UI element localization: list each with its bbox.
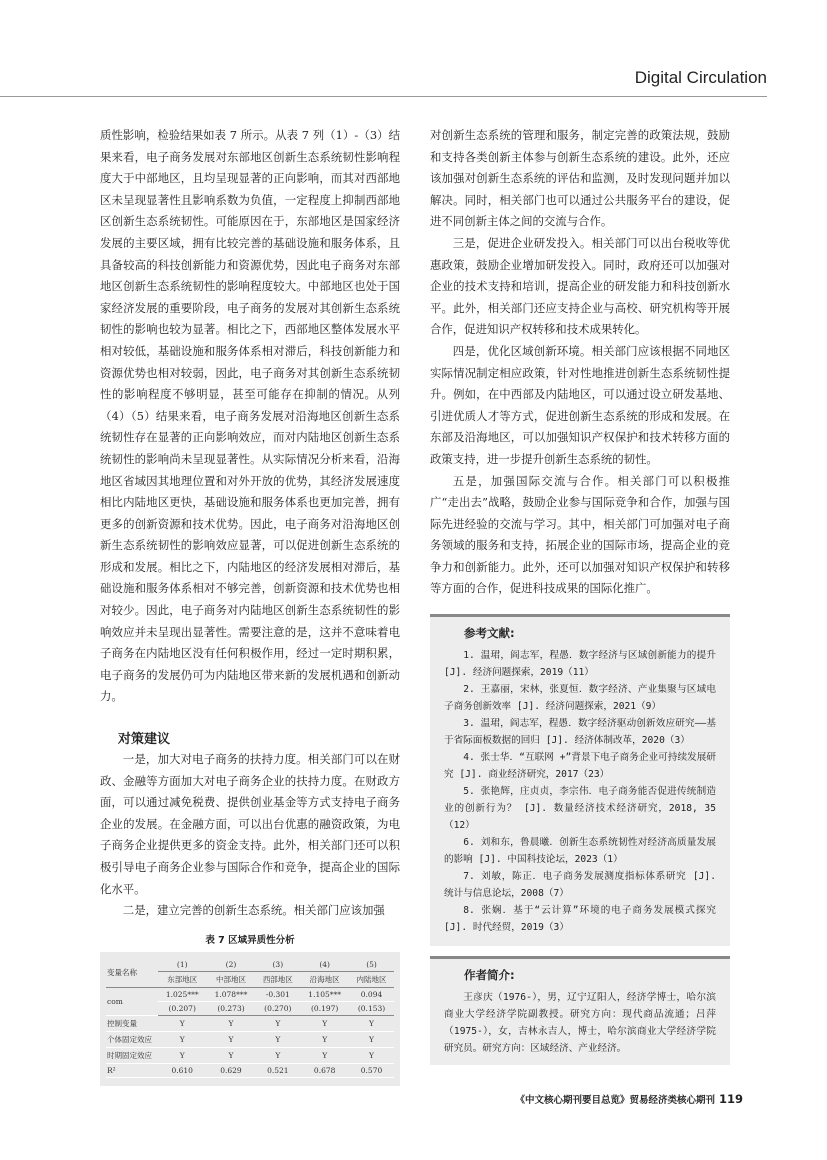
table-cell: Y — [158, 1015, 207, 1031]
col-name: 中部地区 — [207, 971, 256, 987]
r2-cell: 0.521 — [255, 1063, 300, 1077]
coef-cell: 1.078*** — [207, 987, 256, 1001]
coef-label: com — [106, 987, 158, 1015]
author-text: 王彦庆（1976-），男，辽宁辽阳人，经济学博士，哈尔滨商业大学经济学院副教授。研究方向：现代商品流通；吕萍（1975-），女，吉林永吉人，博士，哈尔滨商业大学经济学院研究员。研究方向：区域经济、产业经济。 — [444, 992, 716, 1055]
se-cell: (0.273) — [207, 1001, 256, 1015]
coef-cell: 0.094 — [349, 987, 394, 1001]
body-paragraph: 质性影响，检验结果如表 7 所示。从表 7 列（1）-（3）结果来看，电子商务发展对东部地区创新生态系统韧性影响程度大于中部地区，且均呈现显著的正向影响，而其对西部地区未呈现显著性且影响系数为负值，一定程度上抑制西部地区创新生态系统韧性。可能原因在于，东部地区是国家经济发展的主要区域，拥有比较完善的基础设施和服务体系，且具备较高的科技创新能力和资源优势，因此电子商务对东部地区创新生态系统韧性的影响程度较大。中部地区也处于国家经济发展的重要阶段，电子商务的发展对其创新生态系统韧性的影响也较为显著。相比之下，西部地区整体发展水平相对较低，基础设施和服务体系相对滞后，科技创新能力和资源优势也相对较弱，因此，电子商务对其创新生态系统韧性的影响程度不够明显，甚至可能存在抑制的情况。从列（4）（5）结果来看，电子商务发展对沿海地区创新生态系统韧性存在显著的正向影响效应，而对内陆地区创新生态系统韧性的影响尚未呈现显著性。从实际情况分析来看，沿海地区省域因其地理位置和对外开放的优势，其经济发展速度相比内陆地区更快，基础设施和服务体系也更加完善，拥有更多的创新资源和技术优势。因此，电子商务对沿海地区创新生态系统韧性的影响效应显著，可以促进创新生态系统的形成和发展。相比之下，内陆地区的经济发展相对滞后，基础设施和服务体系相对不够完善，创新资源和技术优势也相对较少。因此，电子商务对内陆地区创新生态系统韧性的影响效应并未呈现出显著性。需要注意的是，这并不意味着电子商务在内陆地区没有任何积极作用，经过一定时期积累，电子商务的发展仍可为内陆地区带来新的发展机遇和创新动力。 — [100, 128, 400, 704]
col-name: 内陆地区 — [349, 971, 394, 987]
author-box — [430, 956, 730, 1065]
col-name: 东部地区 — [158, 971, 207, 987]
row-label: 个体固定效应 — [106, 1031, 158, 1047]
body-paragraph: 对创新生态系统的管理和服务，制定完善的政策法规，鼓励和支持各类创新主体参与创新生态系统的建设。此外，还应该加强对创新生态系统的评估和监测，及时发现问题并加以解决。同时，相关部门也可以通过公共服务平台的建设，促进不同创新主体之间的交流与合作。 — [430, 128, 730, 229]
table-row — [106, 987, 394, 1001]
coef-cell: 1.105*** — [300, 987, 349, 1001]
r2-cell: 0.629 — [207, 1063, 256, 1077]
body-paragraph: 三是，促进企业研发投入。相关部门可以出台税收等优惠政策，鼓励企业增加研发投入。同时，政府还可以加强对企业的技术支持和培训，提高企业的研发能力和科技创新水平。此外，相关部门还应支持企业与高校、研究机构等开展合作，促进知识产权转移和技术成果转化。 — [430, 235, 730, 337]
table-cell: Y — [255, 1031, 300, 1047]
table-row — [106, 1063, 394, 1077]
table-cell: Y — [300, 1047, 349, 1063]
reference-item: 8. 张娴．基于“云计算”环境的电子商务发展模式探究 [J]. 时代经贸，2019（3） — [444, 905, 716, 934]
journal-brand: Digital Circulation — [634, 68, 767, 87]
body-paragraph: 四是，优化区域创新环境。相关部门应该根据不同地区实际情况制定相应政策，针对性地推进创新生态系统韧性提升。例如，在中西部及内陆地区，可以通过设立研发基地、引进优质人才等方式，促进创新生态系统的形成和发展。在东部及沿海地区，可以加强知识产权保护和技术转移方面的政策支持，进一步提升创新生态系统的韧性。 — [430, 343, 730, 466]
col-name: 沿海地区 — [300, 971, 349, 987]
table-cell: Y — [255, 1047, 300, 1063]
section-title: 对策建议 — [118, 732, 171, 748]
r2-cell: 0.610 — [158, 1063, 207, 1077]
references-box — [430, 614, 730, 946]
table-cell: Y — [158, 1047, 207, 1063]
coef-cell: -0.301 — [255, 987, 300, 1001]
author-title: 作者简介: — [464, 968, 515, 983]
table-cell: Y — [207, 1015, 256, 1031]
reference-item: 5. 张艳辉，庄贞贞，李宗伟．电子商务能否促进传统制造业的创新行为？ [J]. 数量经济技术经济研究，2018, 35（12） — [444, 786, 716, 832]
reference-item: 3. 温珺，阎志军，程愚．数字经济驱动创新效应研究——基于省际面板数据的回归 [J]. 经济体制改革，2020（3） — [444, 718, 716, 747]
row-label: R² — [106, 1063, 158, 1077]
se-cell: (0.270) — [255, 1001, 300, 1015]
table-cell: Y — [158, 1031, 207, 1047]
reference-item: 2. 王嘉丽，宋林，张夏恒．数字经济、产业集聚与区域电子商务创新效率 [J]. 经济问题探索，2021（9） — [444, 684, 716, 713]
row-label: 控制变量 — [106, 1015, 158, 1031]
box-top-bar — [430, 956, 730, 959]
reference-item: 7. 刘敏，陈正．电子商务发展测度指标体系研究 [J]. 统计与信息论坛，2008（7） — [444, 871, 716, 900]
table-cell: Y — [207, 1047, 256, 1063]
table-cell: Y — [255, 1015, 300, 1031]
table-cell: Y — [349, 1031, 394, 1047]
r2-cell: 0.678 — [300, 1063, 349, 1077]
table-cell: Y — [207, 1031, 256, 1047]
se-cell: (0.207) — [158, 1001, 207, 1015]
policy-paragraph: 一是，加大对电子商务的扶持力度。相关部门可以在财政、金融等方面加大对电子商务企业的扶持力度。在财政方面，可以通过减免税费、提供创业基金等方式支持电子商务企业的发展。在金融方面，可以出台优惠的融资政策，为电子商务企业提供更多的资金支持。此外，相关部门还可以积极引导电子商务企业参与国际合作和竞争，提高企业的国际化水平。 — [100, 752, 400, 896]
table-header-row — [106, 958, 394, 972]
page-footer — [515, 1092, 743, 1106]
left-column — [100, 125, 400, 1086]
references-title: 参考文献: — [464, 626, 515, 641]
row-label: 时期固定效应 — [106, 1047, 158, 1063]
reference-item: 6. 刘和东，鲁晨曦．创新生态系统韧性对经济高质量发展的影响 [J]. 中国科技论坛，2023（1） — [444, 837, 716, 866]
table-caption: 表 7 区域异质性分析 — [205, 934, 295, 946]
body-paragraph: 五是，加强国际交流与合作。相关部门可以积极推广“走出去”战略，鼓励企业参与国际竞争和合作，加强与国际先进经验的交流与学习。其中，相关部门可加强对电子商务领域的服务和支持，拓展企业的国际市场，提高企业的竞争力和创新能力。此外，还可以加强对知识产权保护和转移等方面的合作，促进科技成果的国际化推广。 — [430, 473, 730, 596]
table-cell: Y — [300, 1015, 349, 1031]
col-num: (1) — [158, 958, 207, 972]
right-column — [430, 125, 730, 1065]
se-cell: (0.197) — [300, 1001, 349, 1015]
r2-cell: 0.570 — [349, 1063, 394, 1077]
col-num: (5) — [349, 958, 394, 972]
col-num: (4) — [300, 958, 349, 972]
table-7 — [100, 952, 400, 1086]
col-num: (3) — [255, 958, 300, 972]
coef-cell: 1.025*** — [158, 987, 207, 1001]
table-row — [106, 1031, 394, 1047]
table-cell: Y — [349, 1047, 394, 1063]
reference-item: 4. 张士华．“互联网 +”背景下电子商务企业可持续发展研究 [J]. 商业经济研究，2017（23） — [444, 752, 716, 781]
policy-paragraph: 二是，建立完善的创新生态系统。相关部门应该加强 — [122, 903, 385, 918]
var-header: 变量名称 — [106, 958, 158, 988]
page-number: 119 — [718, 1092, 743, 1106]
reference-list — [430, 647, 730, 946]
se-cell: (0.153) — [349, 1001, 394, 1015]
box-top-bar — [430, 614, 730, 617]
table-cell: Y — [349, 1015, 394, 1031]
col-name: 西部地区 — [255, 971, 300, 987]
table-row — [106, 1047, 394, 1063]
col-num: (2) — [207, 958, 256, 972]
table-cell: Y — [300, 1031, 349, 1047]
header-rule — [0, 96, 767, 97]
footer-journal-text: 《中文核心期刊要目总览》贸易经济类核心期刊 — [515, 1095, 715, 1106]
reference-item: 1. 温珺，阎志军，程愚．数字经济与区域创新能力的提升 [J]. 经济问题探索，2019（11） — [444, 650, 716, 679]
table-row — [106, 1015, 394, 1031]
